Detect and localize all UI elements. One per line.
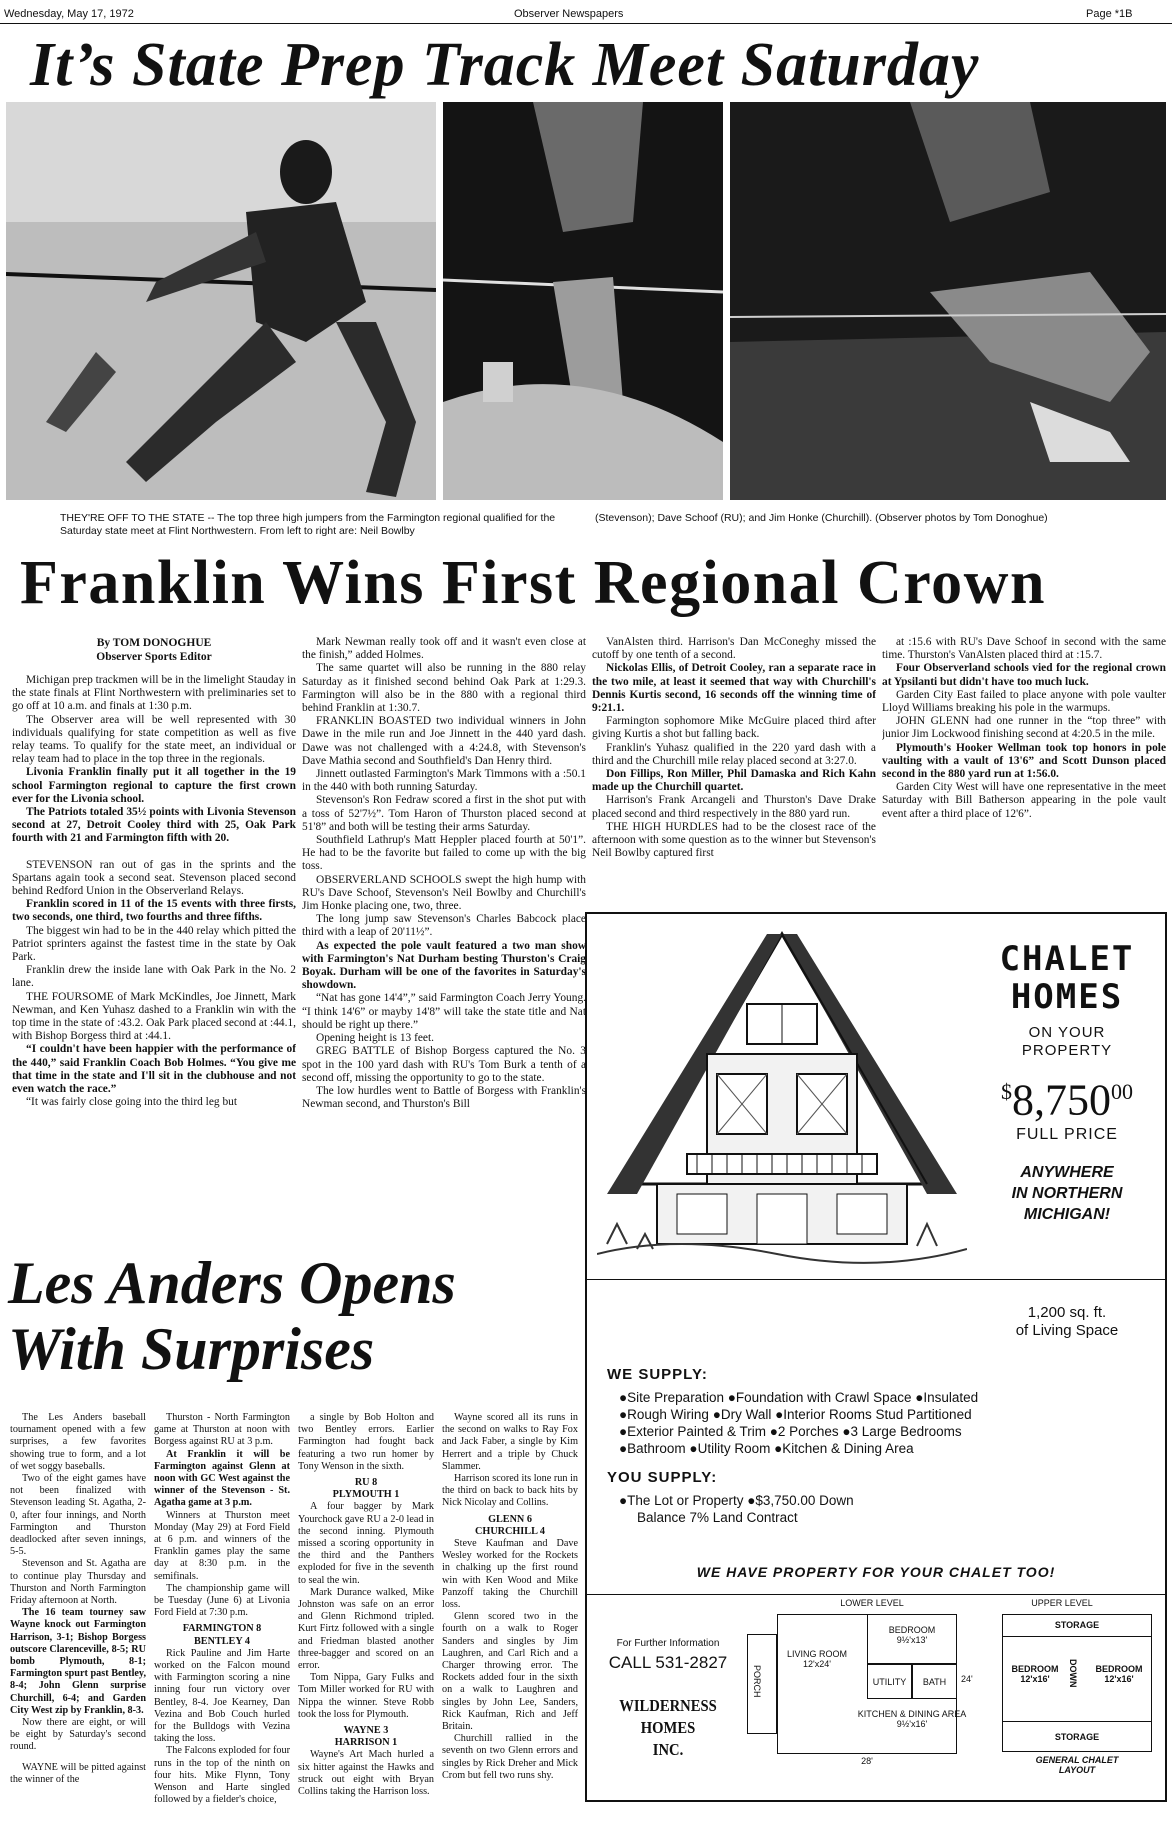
paragraph: Farmington sophomore Mike McGuire placed third after giving Kurtis a shot but falling back. bbox=[592, 715, 876, 741]
paragraph: Glenn scored two in the fourth on a walk to Roger Sanders and singles by Jim Laughren, and Carl Rich and a Charger throwing error. The Rockets added four in the sixth on a walk to Laughren and singles by John Lee, Sanders, Rick Kaufman, Rich and Jeff Britain. bbox=[442, 1611, 578, 1733]
ad-divider bbox=[587, 1279, 1165, 1280]
paragraph: “Nat has gone 14'4”,” said Farmington Coach Jerry Young. “I think 14'6” or mayby 14'8” will take the state title and Nat should be right up there.” bbox=[302, 992, 586, 1031]
sqft-label: of Living Space bbox=[1015, 1322, 1119, 1339]
score-heading: CHURCHILL 4 bbox=[475, 1525, 545, 1537]
utility bbox=[867, 1664, 912, 1699]
we-supply bbox=[607, 1366, 1157, 1526]
paragraph: As expected the pole vault featured a two man show with Farmington's Nat Durham besting Thurston's Craig Boyak. Durham will be one of the favorites in Saturday's showdown. bbox=[302, 939, 586, 992]
utility-label: UTILITY bbox=[872, 1677, 907, 1687]
paragraph: Franklin's Yuhasz qualified in the 220 yard dash with a third and the Churchill mile relay placed second at 3:27.0. bbox=[592, 741, 876, 767]
chalet-drawing bbox=[597, 924, 967, 1274]
paragraph: Don Fillips, Ron Miller, Phil Damaska and Rich Kahn made up the Churchill quartet. bbox=[592, 768, 876, 794]
byline-name: By TOM DONOGHUE bbox=[96, 637, 212, 649]
story-col-3 bbox=[298, 1412, 434, 1837]
byline-title: Observer Sports Editor bbox=[96, 651, 212, 663]
bath bbox=[912, 1664, 957, 1699]
headline-les-anders bbox=[8, 1250, 468, 1382]
full-price: FULL PRICE bbox=[1016, 1126, 1118, 1143]
paragraph: Harrison's Frank Arcangeli and Thurston's Dave Drake placed second and third respectively in the 880 yard run. bbox=[592, 794, 876, 820]
paragraph: Nickolas Ellis, of Detroit Cooley, ran a separate race in the two mile, at least it seemed that way with Churchill's Dennis Kurtis second, 16 seconds off the winning time of 9:21.1. bbox=[592, 662, 876, 715]
width-28: 28' bbox=[861, 1756, 873, 1766]
we-supply-item: ●Rough Wiring ●Dry Wall ●Interior Rooms Stud Partitioned bbox=[619, 1407, 972, 1422]
sqft-value: 1,200 sq. ft. bbox=[1027, 1304, 1107, 1321]
score-heading: PLYMOUTH 1 bbox=[332, 1489, 400, 1501]
score-heading: BENTLEY 4 bbox=[194, 1635, 250, 1647]
brand-line2: HOMES bbox=[1010, 977, 1124, 1017]
sqft bbox=[972, 1304, 1162, 1340]
bedroom-3-dim: 12'x16' bbox=[1104, 1674, 1134, 1684]
chalet-homes-ad bbox=[585, 912, 1167, 1802]
upper-plan bbox=[1002, 1614, 1152, 1775]
living-room-dim: 12'x24' bbox=[803, 1659, 831, 1669]
bedroom-3 bbox=[1090, 1664, 1148, 1684]
paragraph: Michigan prep trackmen will be in the limelight Stauday in the state finals at Flint Northwestern with preliminaries set to go off at 10 a.m. and finals at 1:30 p.m. bbox=[12, 674, 296, 713]
score-heading: GLENN 6 bbox=[488, 1513, 532, 1525]
paragraph: Garden City West will have one representative in the meet Saturday with Bill Batherson appearing in the pole vault event after a third place of 12'6”. bbox=[882, 781, 1166, 820]
upper-level-label: UPPER LEVEL bbox=[1031, 1598, 1093, 1608]
paragraph: Mark Newman really took off and it wasn't even close at the finish,” added Holmes. bbox=[302, 636, 586, 662]
general-layout-2: LAYOUT bbox=[1058, 1765, 1096, 1775]
paragraph: At Franklin it will be Farmington against Glenn at noon with GC West against the winner of the Stevenson - St. Agatha game at 3 p.m. bbox=[154, 1448, 290, 1509]
paragraph: VanAlsten third. Harrison's Dan McConeghy missed the cutoff by one tenth of a second. bbox=[592, 636, 876, 662]
on-your: ON YOUR bbox=[1028, 1024, 1106, 1041]
paragraph: Wayne scored all its runs in the second on walks to Ray Fox and Jack Faber, a single by Kim Herrert and a triple by Chuck Slammer. bbox=[442, 1412, 578, 1472]
paragraph: Rick Pauline and Jim Harte worked on the Falcon mound with Farmington scoring a nine inning four run victory over Bentley, 8-4. Joe Kearney, Dan Vezina and Bob Couch hurled for the Bulldogs with Vezina taking the loss. bbox=[154, 1647, 290, 1745]
price bbox=[972, 1066, 1162, 1127]
storage-top: STORAGE bbox=[1054, 1620, 1100, 1630]
property: PROPERTY bbox=[1021, 1042, 1113, 1059]
paragraph: Jinnett outlasted Farmington's Mark Timmons with a :50.1 in the 440 with both running Saturday. bbox=[302, 768, 586, 794]
contact bbox=[593, 1614, 743, 1761]
paragraph: STEVENSON ran out of gas in the sprints and the Spartans again took a second seat. Stevenson placed second behind Redford Union in the Observerland Relays. bbox=[12, 858, 296, 898]
paragraph: Wayne's Art Mach hurled a six hitter against the Hawks and struck out eight with Bryan Collins taking the Harrison loss. bbox=[298, 1749, 434, 1798]
paragraph: The 16 team tourney saw Wayne knock out Farmington Harrison, 3-1; Bishop Borgess outscore Clarenceville, 8-5; RU bomb Plymouth, 8-1; Farmington spurt past Bentley, 8-4; John Glenn surprise Churchill, 6-4; and Garden City West zip by Franklin, 8-3. bbox=[10, 1607, 146, 1716]
score-heading: FARMINGTON 8 bbox=[182, 1623, 262, 1635]
porch bbox=[747, 1634, 777, 1734]
brand-line1: CHALET bbox=[999, 939, 1135, 979]
article-col-4 bbox=[882, 636, 1166, 908]
paragraph: a single by Bob Holton and two Bentley errors. Earlier Farmington had fought back featuring a two run homer by Tony Wenson in the sixth. bbox=[298, 1412, 434, 1472]
living-room-label: LIVING ROOM bbox=[787, 1649, 848, 1659]
score-heading: WAYNE 3 bbox=[343, 1725, 389, 1737]
header-paper: Observer Newspapers bbox=[514, 8, 624, 20]
paragraph: Stevenson and St. Agatha are to continue play Thursday and Thurston and North Farmington Friday afternoon at North. bbox=[10, 1558, 146, 1607]
anywhere-1: ANYWHERE bbox=[1020, 1164, 1114, 1181]
paragraph: The Les Anders baseball tournament opened with a few surprises, a few favorites showing true to form, and a lot of wet soggy baseballs. bbox=[10, 1412, 146, 1472]
chalet-illustration bbox=[597, 924, 967, 1274]
photo-bowlby bbox=[6, 102, 436, 500]
anywhere bbox=[972, 1162, 1162, 1225]
page-header bbox=[0, 0, 1172, 24]
paragraph: Livonia Franklin finally put it all together in the 19 school Farmington regional to capture the first crown ever for the Livonia school. bbox=[12, 766, 296, 805]
you-supply-title: YOU SUPPLY: bbox=[607, 1469, 718, 1486]
bath-label: BATH bbox=[922, 1677, 947, 1687]
ad-divider-2 bbox=[587, 1594, 1165, 1595]
paragraph: JOHN GLENN had one runner in the “top three” with junior Jim Lockwood finishing second at 4:20.5 in the mile. bbox=[882, 715, 1166, 741]
anywhere-3: MICHIGAN! bbox=[1023, 1206, 1111, 1223]
paragraph: “I couldn't have been happier with the performance of the 440,” said Franklin Coach Bob Holmes. “You give me that time in the state and I'll sit in the clubhouse and not even watch the race.” bbox=[12, 1043, 296, 1096]
bedroom-2 bbox=[1006, 1664, 1064, 1684]
paragraph: The same quartet will also be running in the 880 relay Saturday as it finished second behind Oak Park at 1:29.3. Farmington will also be in the 880 with a regional third behind Franklin at 1:30.7. bbox=[302, 662, 586, 715]
paragraph: Four Observerland schools vied for the regional crown at Ypsilanti but didn't have too much luck. bbox=[882, 662, 1166, 688]
price-cents: 00 bbox=[1111, 1079, 1133, 1104]
paragraph: Tom Nippa, Gary Fulks and Tom Miller worked for RU with Nippa the winner. Steve Robb took the loss for Plymouth. bbox=[298, 1672, 434, 1720]
anywhere-2: IN NORTHERN bbox=[1011, 1185, 1123, 1202]
story-col-1 bbox=[10, 1412, 146, 1837]
on-your-property bbox=[972, 1024, 1162, 1060]
score-heading: HARRISON 1 bbox=[334, 1737, 398, 1749]
company-name: WILDERNESS HOMES bbox=[619, 1696, 717, 1737]
kitchen-dim: 9½'x16' bbox=[896, 1719, 928, 1729]
photo-honke bbox=[730, 102, 1166, 500]
headline-franklin: Franklin Wins First Regional Crown bbox=[20, 549, 1046, 617]
paragraph: WAYNE will be pitted against the winner of the bbox=[10, 1761, 146, 1785]
kitchen bbox=[857, 1709, 967, 1729]
paragraph: Winners at Thurston meet Monday (May 29) at Ford Field at 6 p.m. and winners of the Franklin games play the same day at 8:30 p.m. in the semifinals. bbox=[154, 1509, 290, 1582]
living-room bbox=[787, 1649, 847, 1669]
company bbox=[604, 1695, 733, 1761]
paragraph: Stevenson's Ron Fedraw scored a first in the shot put with a toss of 52'7½”. Tom Haron of Thurston placed second at 51'8” and both will be testing their arms Saturday. bbox=[302, 794, 586, 833]
paragraph: The low hurdles went to Battle of Borgess with Franklin's Newman second, and Thurston's Bill bbox=[302, 1084, 586, 1111]
lower-level-label: LOWER LEVEL bbox=[840, 1598, 904, 1608]
photo-bowlby-image bbox=[6, 102, 436, 500]
paragraph: Churchill rallied in the seventh on two Glenn errors and singles by Rick Dreher and Mick Crom but fell two runs shy. bbox=[442, 1733, 578, 1781]
porch-label: PORCH bbox=[752, 1665, 762, 1698]
bedroom-label: BEDROOM bbox=[888, 1625, 936, 1635]
brand bbox=[972, 940, 1162, 1016]
paragraph: Franklin scored in 11 of the 15 events with three firsts, two seconds, one third, two fourths and three fifths. bbox=[12, 898, 296, 924]
general-layout-1: GENERAL CHALET bbox=[1035, 1755, 1119, 1765]
general-layout bbox=[1002, 1755, 1152, 1775]
paragraph: Opening height is 13 feet. bbox=[316, 1032, 434, 1045]
photo-schoof-image bbox=[443, 102, 723, 500]
kitchen-label: KITCHEN & DINING AREA bbox=[857, 1709, 967, 1719]
price-value: 8,750 bbox=[1012, 1075, 1111, 1125]
paragraph: “It was fairly close going into the third leg but bbox=[26, 1096, 237, 1109]
story-col-4 bbox=[442, 1412, 578, 1837]
paragraph: The biggest win had to be in the 440 relay which pitted the Patriot sprinters against the fastest time in the state by Oak Park. bbox=[12, 924, 296, 964]
contact-info: For Further Information bbox=[616, 1638, 720, 1649]
score-heading: RU 8 bbox=[354, 1477, 378, 1489]
photo-honke-image bbox=[730, 102, 1166, 500]
article-col-3 bbox=[592, 636, 876, 908]
paragraph: Franklin drew the inside lane with Oak Park in the No. 2 lane. bbox=[12, 964, 296, 990]
slogan: WE HAVE PROPERTY FOR YOUR CHALET TOO! bbox=[696, 1564, 1056, 1580]
paragraph: The long jump saw Stevenson's Charles Babcock place third with a leap of 20'11½”. bbox=[302, 913, 586, 939]
paragraph: GREG BATTLE of Bishop Borgess captured the No. 3 spot in the 100 yard dash with RU's Tom Burk a tenth of a second off, missing the opportunity to go to the state. bbox=[302, 1045, 586, 1084]
paragraph: THE HIGH HURDLES had to be the closest race of the afternoon with some question as to the winner but Stevenson's Neil Bowlby captured first bbox=[592, 820, 876, 860]
down-label: DOWN bbox=[1068, 1659, 1078, 1688]
paragraph: Garden City East failed to place anyone with pole vaulter Lloyd Williams breaking his pole in the warmups. bbox=[882, 688, 1166, 715]
bedroom-dim: 9½'x13' bbox=[896, 1635, 928, 1645]
width-24: 24' bbox=[961, 1674, 973, 1684]
paragraph: Plymouth's Hooker Wellman took top honors in pole vaulting with a vault of 13'6” and Scott Dunson placed second in the 880 yard run at 1:56.0. bbox=[882, 741, 1166, 781]
photo-schoof bbox=[443, 102, 723, 500]
contact-call: CALL 531-2827 bbox=[608, 1653, 728, 1672]
headline-les-anders-line2: With Surprises bbox=[8, 1316, 375, 1382]
paragraph: Steve Kaufman and Dave Wesley worked for the Rockets in chalking up the first round win with Ken Wood and Mike Panzoff taking the Churchill loss. bbox=[442, 1538, 578, 1611]
paragraph: Mark Durance walked, Mike Johnston was safe on an error and Glenn Richmond tripled. Kurt Firtz followed with a single and Friedman blasted another three-bagger and scored on an error. bbox=[298, 1586, 434, 1672]
article-col-1 bbox=[12, 636, 296, 1241]
paragraph: FRANKLIN BOASTED two individual winners in John Dawe in the mile run and Joe Jinnett in the 440 yard dash. Dawe was not challenged with a 4:24.8, with Stevenson's Dave Mathia second and Southfield's Dan Henry third. bbox=[302, 715, 586, 767]
paragraph: The Falcons exploded for four runs in the top of the ninth on four hits. Mike Flynn, Tony Wenson and Harte singled followed by a fielder's choice, bbox=[154, 1745, 290, 1806]
story-col-2 bbox=[154, 1412, 290, 1837]
paragraph: Southfield Lathrup's Matt Heppler placed fourth at 50'1”. He had to be the favorite but failed to come up with the big toss. bbox=[302, 834, 586, 873]
bedroom-2-label: BEDROOM bbox=[1011, 1664, 1059, 1674]
bedroom-lower bbox=[867, 1614, 957, 1664]
byline bbox=[12, 636, 296, 664]
paragraph: Two of the eight games have not been finalized with Stevenson leading St. Agatha, 2-0, after four innings, and North Farmington and Thurston deadlocked after seven innings, 5-5. bbox=[10, 1473, 146, 1558]
company-inc: INC. bbox=[652, 1740, 684, 1759]
lower-plan bbox=[747, 1614, 987, 1764]
paragraph: The championship game will be Tuesday (June 6) at Livonia Ford Field at 7:30 p.m. bbox=[154, 1582, 290, 1619]
headline-track-meet: It’s State Prep Track Meet Saturday bbox=[30, 31, 980, 99]
paragraph: Thurston - North Farmington game at Thurston at noon with Borgess against RU at 3 p.m. bbox=[154, 1412, 290, 1448]
paragraph: The Observer area will be well represented with 30 individuals qualifying for state competition as well as five relay teams. To qualify for the state meet, an individual or relay team had to place in the top three in the regionals. bbox=[12, 713, 296, 766]
bedroom-3-label: BEDROOM bbox=[1095, 1664, 1143, 1674]
paragraph: Harrison scored its lone run in the third on back to back hits by Nick Nicolay and Collins. bbox=[442, 1473, 578, 1509]
paragraph: at :15.6 with RU's Dave Schoof in second with the same time. Thurston's VanAlsten placed third at :15.7. bbox=[882, 636, 1166, 662]
price-dollar: $ bbox=[1001, 1079, 1012, 1104]
article-col-2 bbox=[302, 636, 586, 1241]
you-supply-item: Balance 7% Land Contract bbox=[637, 1510, 798, 1525]
paragraph: A four bagger by Mark Yourchock gave RU a 2-0 lead in the second inning. Plymouth missed a scoring opportunity in the third and the Panthers exploded for five in the seventh to seal the win. bbox=[298, 1501, 434, 1586]
paragraph: The Patriots totaled 35½ points with Livonia Stevenson second at 27, Detroit Cooley third with 25, Oak Park fourth with 21 and Farmington fifth with 20. bbox=[12, 806, 296, 845]
you-supply-item: ●The Lot or Property ●$3,750.00 Down bbox=[619, 1493, 854, 1508]
header-page: Page *1B bbox=[1086, 8, 1133, 20]
photo-caption-right: (Stevenson); Dave Schoof (RU); and Jim Honke (Churchill). (Observer photos by Tom Donoghue) bbox=[595, 512, 1048, 524]
we-supply-title: WE SUPPLY: bbox=[607, 1366, 708, 1383]
header-date: Wednesday, May 17, 1972 bbox=[4, 8, 134, 20]
we-supply-item: ●Exterior Painted & Trim ●2 Porches ●3 Large Bedrooms bbox=[619, 1424, 962, 1439]
paragraph: OBSERVERLAND SCHOOLS swept the high hump with RU's Dave Schoof, Stevenson's Neil Bowlby and Churchill's Jim Honke placing one, two, three. bbox=[302, 873, 586, 913]
photo-caption-left: THEY'RE OFF TO THE STATE -- The top three high jumpers from the Farmington regional qualified for the Saturday state meet at Flint Northwestern. From left to right are: Neil Bowlby bbox=[60, 512, 556, 537]
we-supply-item: ●Site Preparation ●Foundation with Crawl Space ●Insulated bbox=[619, 1390, 979, 1405]
paragraph: Now there are eight, or will be eight by Saturday's second round. bbox=[10, 1717, 146, 1753]
headline-les-anders-line1: Les Anders Opens bbox=[8, 1250, 456, 1316]
paragraph: THE FOURSOME of Mark McKindles, Joe Jinnett, Mark Newman, and Ken Yuhasz dashed to a Franklin win with the top time in the state of :43.2. Oak Park placed second at :44.1, with Bishop Borgess third at :44.1. bbox=[12, 990, 296, 1043]
storage-bottom: STORAGE bbox=[1054, 1732, 1100, 1742]
bedroom-2-dim: 12'x16' bbox=[1020, 1674, 1050, 1684]
we-supply-item: ●Bathroom ●Utility Room ●Kitchen & Dining Area bbox=[619, 1441, 914, 1456]
